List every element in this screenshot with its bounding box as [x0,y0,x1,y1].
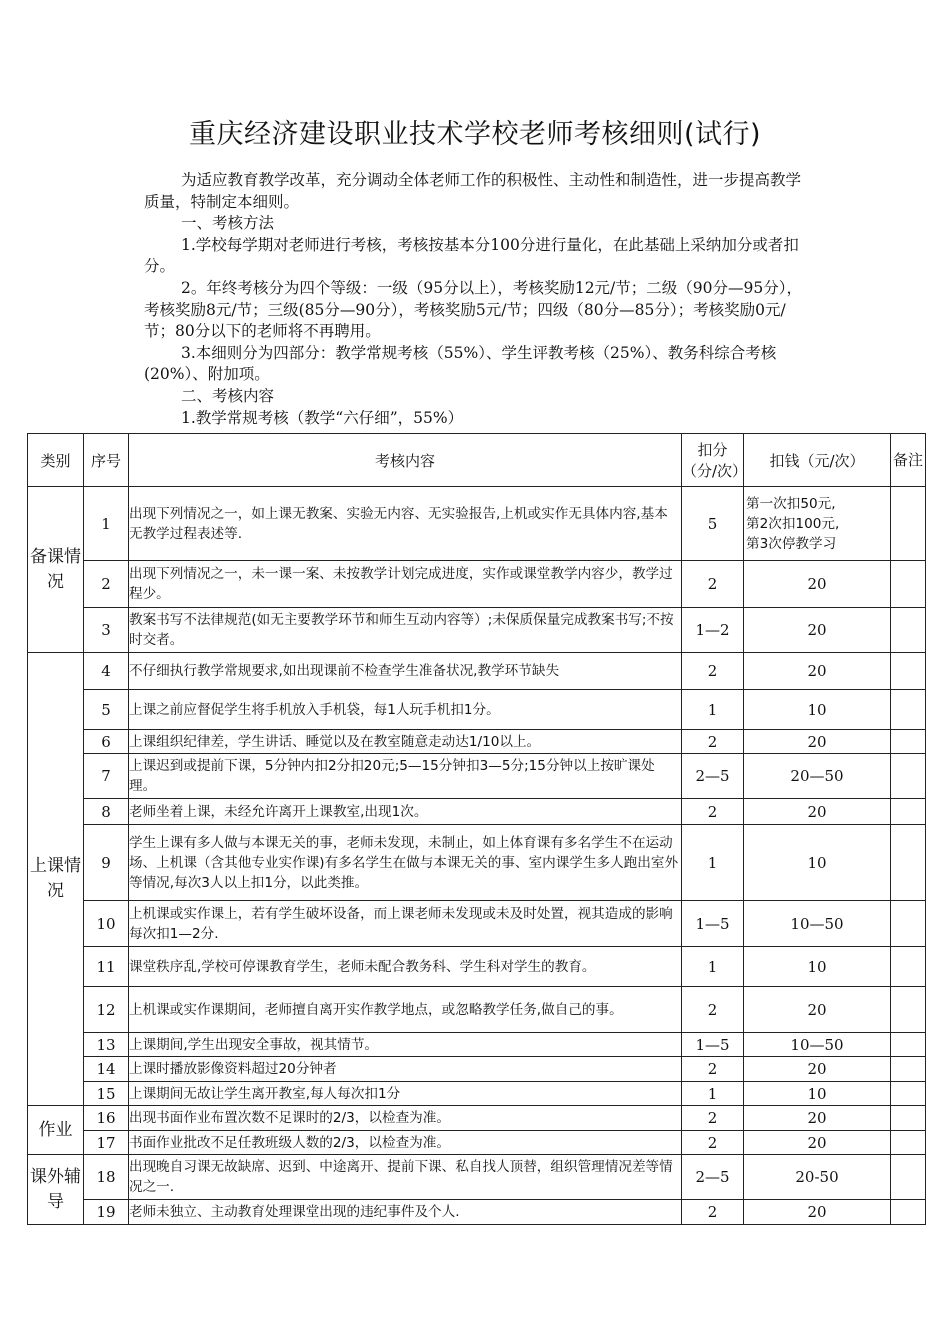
row-points: 2 [682,1131,744,1155]
category-homework: 作业 [28,1106,84,1155]
category-tutoring: 课外辅导 [28,1155,84,1225]
table-row [28,901,926,947]
header-content: 考核内容 [129,434,682,487]
table-row [28,1033,926,1057]
row-content: 上课期间,学生出现安全事故，视其情节。 [129,1033,682,1057]
table-row [28,561,926,608]
row-points: 2 [682,987,744,1033]
row-note [891,825,926,901]
row-fine: 10—50 [744,901,891,947]
row-content: 上课组织纪律差，学生讲话、睡觉以及在教室随意走动达1/10以上。 [129,730,682,754]
table-row [28,799,926,825]
fine-line: 第一次扣50元, [746,495,836,512]
table-row [28,690,926,730]
row-content: 不仔细执行教学常规要求,如出现课前不检查学生准备状况,教学环节缺失 [129,653,682,690]
row-note [891,730,926,754]
table-row [28,730,926,754]
table-row [28,608,926,653]
row-number: 8 [84,799,129,825]
row-note [891,1082,926,1106]
row-note [891,1131,926,1155]
header-note: 备注 [891,434,926,487]
row-content: 上课迟到或提前下课，5分钟内扣2分扣20元;5—15分钟扣3—5分;15分钟以上按旷课处理。 [129,754,682,799]
method-item-3: 3.本细则分为四部分：教学常规考核（55%）、学生评教考核（25%）、教务科综合考核(20%）、附加项。 [144,343,777,384]
row-content: 老师未独立、主动教育处理课堂出现的违纪事件及个人. [129,1200,682,1225]
row-note [891,1106,926,1131]
row-note [891,1200,926,1225]
row-note [891,561,926,608]
row-points: 1 [682,690,744,730]
row-points: 2 [682,799,744,825]
assessment-table [27,433,926,1225]
row-points: 2 [682,653,744,690]
row-fine: 20 [744,1106,891,1131]
row-content: 出现晚自习课无故缺席、迟到、中途离开、提前下课、私自找人顶替，组织管理情况差等情况之一. [129,1155,682,1200]
row-number: 4 [84,653,129,690]
row-number: 13 [84,1033,129,1057]
row-points: 1 [682,1082,744,1106]
row-content: 出现下列情况之一，如上课无教案、实验无内容、无实验报告,上机或实作无具体内容,基本无教学过程表述等. [129,487,682,561]
row-points: 1—5 [682,1033,744,1057]
row-fine: 20 [744,1200,891,1225]
table-row [28,1082,926,1106]
row-points: 1—2 [682,608,744,653]
row-number: 19 [84,1200,129,1225]
row-number: 17 [84,1131,129,1155]
row-note [891,1057,926,1082]
row-fine: 20 [744,653,891,690]
table-row [28,1155,926,1200]
row-note [891,947,926,987]
row-content: 上课之前应督促学生将手机放入手机袋，每1人玩手机扣1分。 [129,690,682,730]
row-content: 上课时播放影像资料超过20分钟者 [129,1057,682,1082]
row-number: 3 [84,608,129,653]
row-number: 10 [84,901,129,947]
row-fine: 20 [744,730,891,754]
document-title: 重庆经济建设职业技术学校老师考核细则(试行) [188,119,762,150]
row-note [891,1033,926,1057]
row-content: 书面作业批改不足任教班级人数的2/3，以检查为准。 [129,1131,682,1155]
table-row [28,987,926,1033]
header-points: 扣分（分/次） [682,434,744,487]
row-content: 学生上课有多人做与本课无关的事，老师未发现，未制止，如上体育课有多名学生不在运动场、上机课（含其他专业实作课)有多名学生在做与本课无关的事、室内课学生多人跑出室外等情况,每次3人以上扣1分，以此类推。 [129,825,682,901]
header-fine: 扣钱（元/次） [744,434,891,487]
row-points: 1 [682,825,744,901]
row-fine: 10 [744,947,891,987]
row-note [891,653,926,690]
row-fine: 20 [744,799,891,825]
row-content: 课堂秩序乱,学校可停课教育学生，老师未配合教务科、学生科对学生的教育。 [129,947,682,987]
subsection-heading-routine: 1.教学常规考核（教学“六仔细”，55%） [181,408,464,427]
row-number: 1 [84,487,129,561]
table-row [28,825,926,901]
table-row [28,653,926,690]
row-number: 2 [84,561,129,608]
row-fine: 10—50 [744,1033,891,1057]
table-header-row [28,434,926,487]
method-item-1: 1.学校每学期对老师进行考核，考核按基本分100分进行量化，在此基础上采纳加分或者扣分。 [144,235,799,276]
row-note [891,799,926,825]
row-number: 18 [84,1155,129,1200]
row-note [891,987,926,1033]
row-points: 2 [682,561,744,608]
header-number: 序号 [84,434,129,487]
header-category: 类别 [28,434,84,487]
row-points: 1—5 [682,901,744,947]
row-fine: 20 [744,561,891,608]
row-content: 上机课或实作课期间，老师擅自离开实作教学地点，或忽略教学任务,做自己的事。 [129,987,682,1033]
table-row [28,1057,926,1082]
row-points: 2 [682,730,744,754]
row-content: 上机课或实作课上，若有学生破坏设备，而上课老师未发现或未及时处置，视其造成的影响每次扣1—2分. [129,901,682,947]
row-fine: 20 [744,987,891,1033]
row-points: 2 [682,1057,744,1082]
fine-line: 第2次扣100元, [746,515,840,532]
row-content: 上课期间无故让学生离开教室,每人每次扣1分 [129,1082,682,1106]
method-item-2: 2。年终考核分为四个等级：一级（95分以上），考核奖励12元/节；二级（90分—95分），考核奖励8元/节；三级(85分—90分），考核奖励5元/节；四级（80分—85分）；考核奖励0元/节；80分以下的老师将不再聘用。 [144,278,802,341]
row-note [891,487,926,561]
row-content: 教案书写不法律规范(如无主要教学环节和师生互动内容等）;未保质保量完成教案书写;不按时交者。 [129,608,682,653]
row-fine: 20 [744,1057,891,1082]
row-fine: 20 [744,608,891,653]
table-row [28,1131,926,1155]
row-content: 出现下列情况之一，未一课一案、未按教学计划完成进度，实作或课堂教学内容少，教学过程少。 [129,561,682,608]
fine-line: 第3次停教学习 [746,535,837,552]
intro-paragraph: 为适应教育教学改革，充分调动全体老师工作的积极性、主动性和制造性，进一步提高教学质量，特制定本细则。 [144,171,802,211]
table-row [28,1106,926,1131]
row-note [891,690,926,730]
row-fine: 10 [744,690,891,730]
row-fine: 20—50 [744,754,891,799]
category-class: 上课情况 [28,653,84,1106]
row-number: 16 [84,1106,129,1131]
row-note [891,608,926,653]
section-heading-method: 一、考核方法 [181,214,275,233]
row-number: 9 [84,825,129,901]
table-row [28,754,926,799]
row-points: 5 [682,487,744,561]
row-number: 14 [84,1057,129,1082]
row-points: 2 [682,1106,744,1131]
row-fine: 10 [744,1082,891,1106]
row-points: 2—5 [682,754,744,799]
table-row [28,487,926,561]
row-fine: 20 [744,1131,891,1155]
row-number: 5 [84,690,129,730]
row-note [891,754,926,799]
row-fine: 10 [744,825,891,901]
section-heading-content: 二、考核内容 [181,386,275,405]
table-row [28,947,926,987]
table-row [28,1200,926,1225]
row-content: 老师坐着上课，未经允许离开上课教室,出现1次。 [129,799,682,825]
row-fine: 20-50 [744,1155,891,1200]
row-number: 15 [84,1082,129,1106]
row-number: 11 [84,947,129,987]
row-content: 出现书面作业布置次数不足课时的2/3，以检查为准。 [129,1106,682,1131]
row-note [891,901,926,947]
row-number: 6 [84,730,129,754]
intro-section [144,170,806,429]
row-fine [744,487,891,561]
row-points: 1 [682,947,744,987]
row-points: 2 [682,1200,744,1225]
row-points: 2—5 [682,1155,744,1200]
row-number: 7 [84,754,129,799]
row-number: 12 [84,987,129,1033]
category-prep: 备课情况 [28,487,84,653]
row-note [891,1155,926,1200]
